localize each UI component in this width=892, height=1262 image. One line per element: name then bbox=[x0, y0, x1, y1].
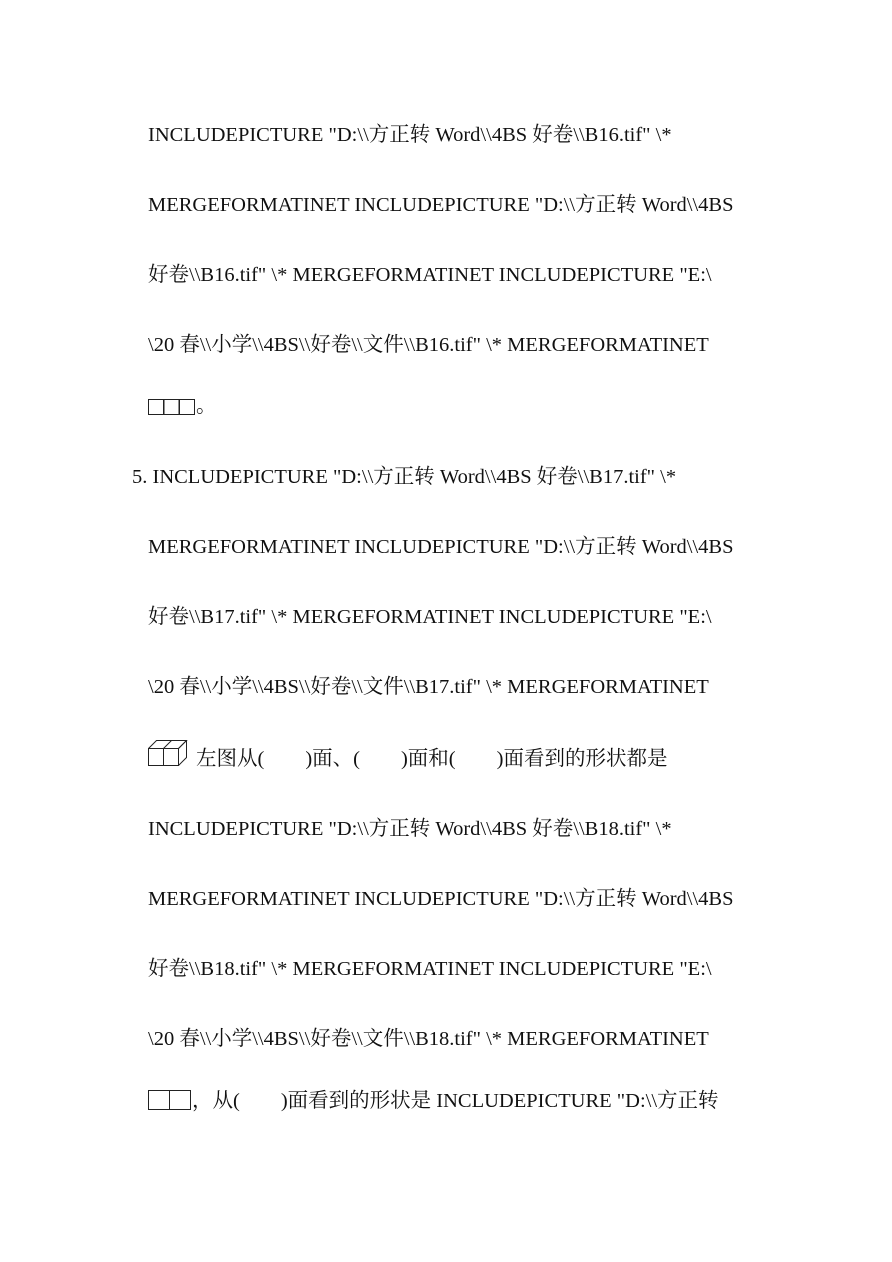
text-line: \20 春\\小学\\4BS\\好卷\\文件\\B18.tif" \* MERGEFORMATINET bbox=[148, 1028, 709, 1050]
three-squares-figure bbox=[148, 399, 196, 415]
question-text-line bbox=[148, 1087, 719, 1115]
text-line: \20 春\\小学\\4BS\\好卷\\文件\\B17.tif" \* MERGEFORMATINET bbox=[148, 676, 709, 698]
text-line: 好卷\\B16.tif" \* MERGEFORMATINET INCLUDEPICTURE "E:\ bbox=[148, 264, 712, 286]
text-fragment: )面看到的形状是 INCLUDEPICTURE "D:\\方正转 bbox=[280, 1090, 719, 1112]
text-line: MERGEFORMATINET INCLUDEPICTURE "D:\\方正转 Word\\4BS bbox=[148, 536, 734, 558]
text-line: INCLUDEPICTURE "D:\\方正转 Word\\4BS 好卷\\B18.tif" \* bbox=[148, 818, 672, 840]
text-fragment: 。 bbox=[196, 395, 217, 417]
question-5-line: 5. INCLUDEPICTURE "D:\\方正转 Word\\4BS 好卷\\B17.tif" \* bbox=[132, 466, 677, 488]
two-squares-figure bbox=[148, 1090, 192, 1110]
text-fragment: )面看到的形状都是 bbox=[496, 748, 668, 770]
text-line: 好卷\\B17.tif" \* MERGEFORMATINET INCLUDEPICTURE "E:\ bbox=[148, 606, 712, 628]
question-text-line bbox=[148, 740, 667, 773]
text-line: 好卷\\B18.tif" \* MERGEFORMATINET INCLUDEPICTURE "E:\ bbox=[148, 958, 712, 980]
cubes-figure bbox=[148, 740, 196, 768]
text-line: MERGEFORMATINET INCLUDEPICTURE "D:\\方正转 Word\\4BS bbox=[148, 888, 734, 910]
text-fragment: )面和( bbox=[400, 748, 456, 770]
text-fragment: ，从( bbox=[192, 1090, 240, 1112]
figure-line bbox=[148, 392, 217, 420]
text-fragment: )面、( bbox=[305, 748, 360, 770]
text-line: MERGEFORMATINET INCLUDEPICTURE "D:\\方正转 Word\\4BS bbox=[148, 194, 734, 216]
text-fragment: 左图从( bbox=[196, 748, 265, 770]
text-line: INCLUDEPICTURE "D:\\方正转 Word\\4BS 好卷\\B16.tif" \* bbox=[148, 124, 672, 146]
text-line: \20 春\\小学\\4BS\\好卷\\文件\\B16.tif" \* MERGEFORMATINET bbox=[148, 334, 709, 356]
